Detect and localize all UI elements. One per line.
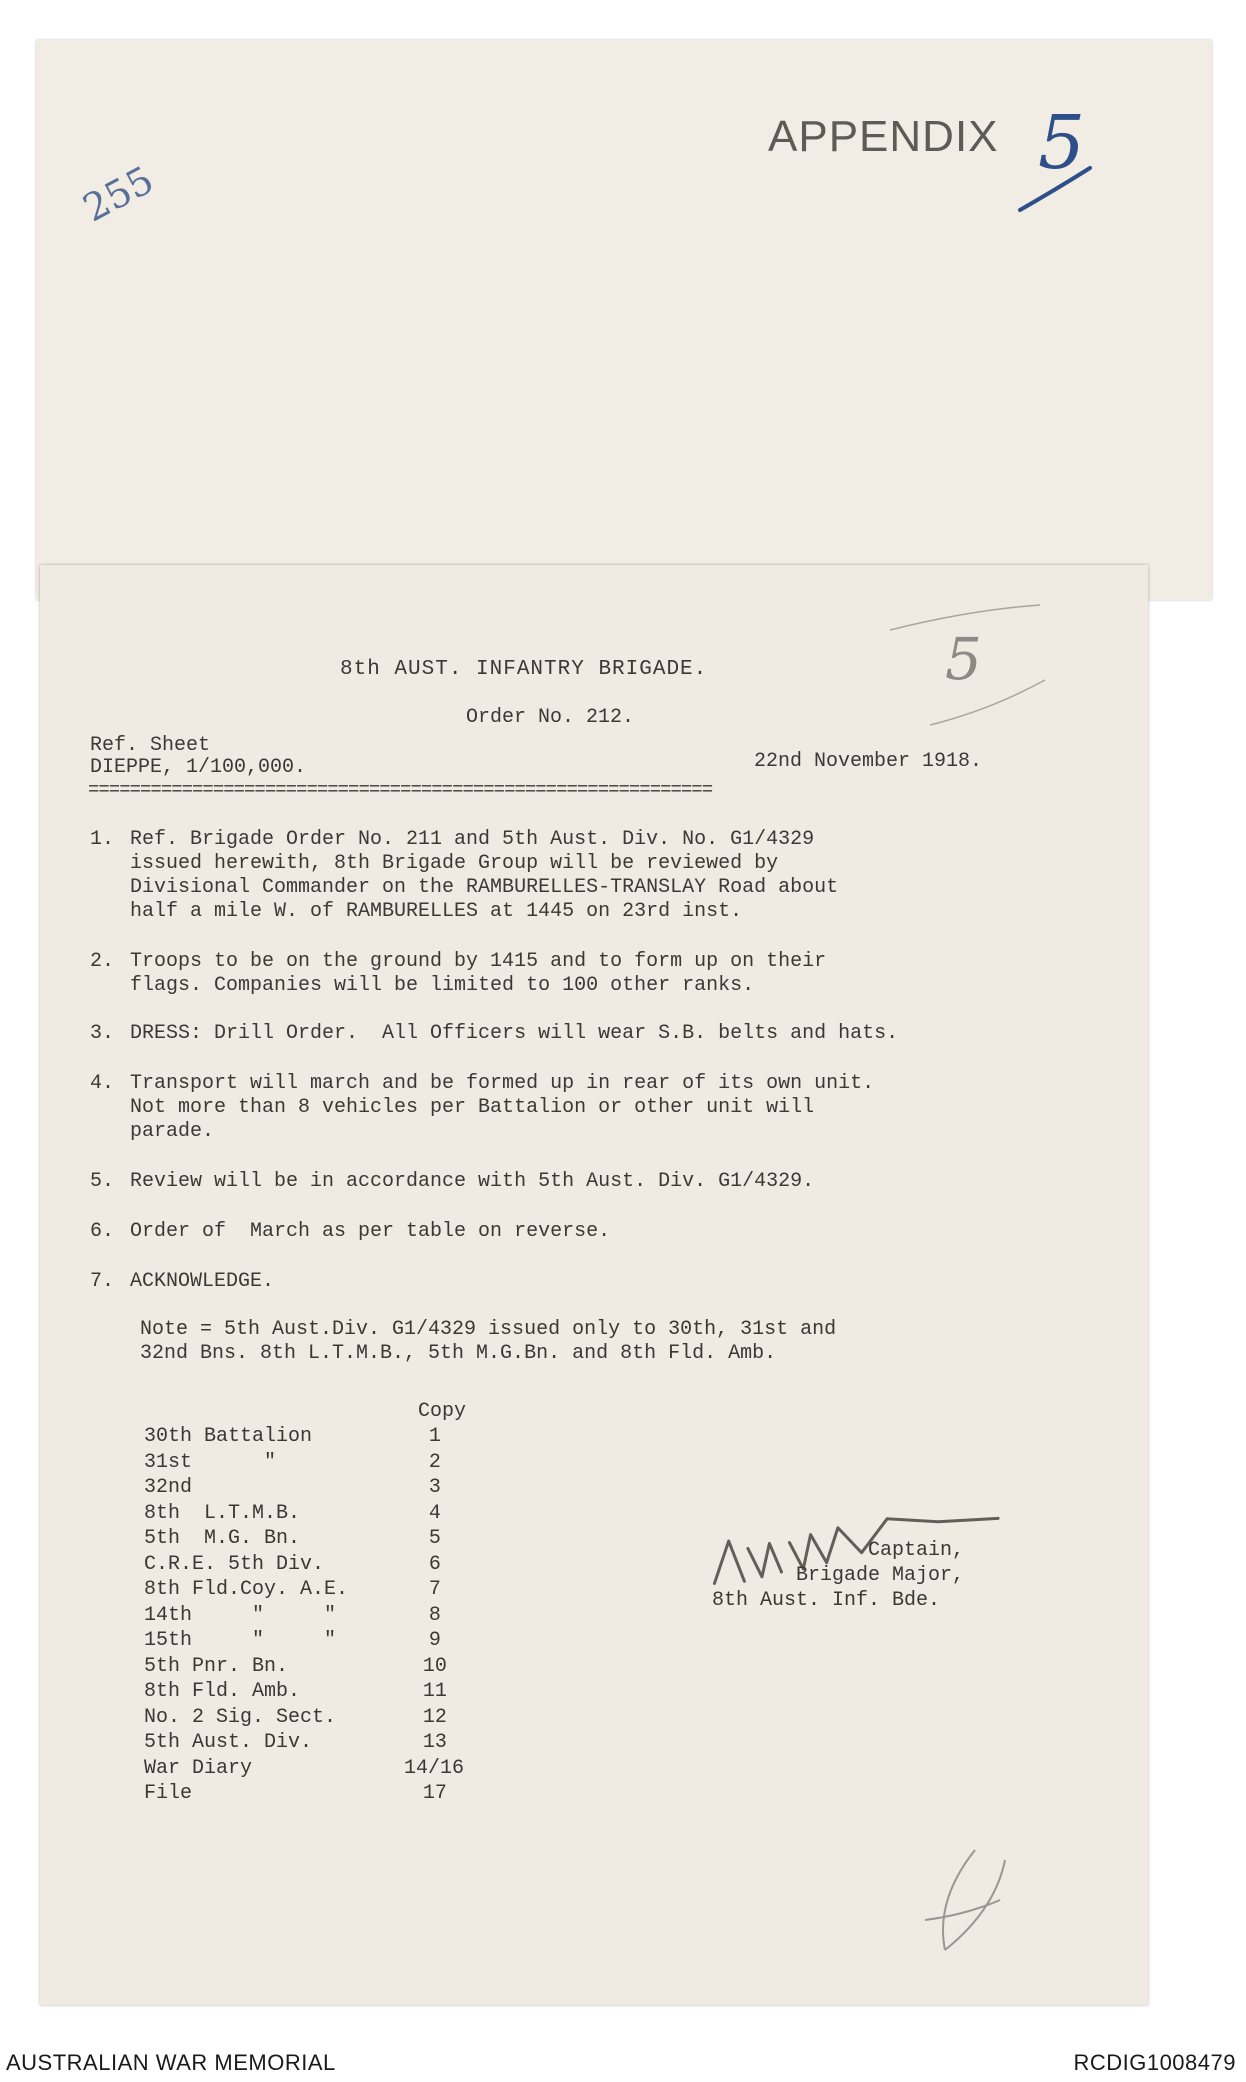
- signature-block: Captain, Brigade Major, 8th Aust. Inf. Bde.: [712, 1539, 965, 1612]
- copy-number: 9: [428, 1629, 441, 1652]
- distribution-row: [144, 1756, 464, 1782]
- paragraph-text: Ref. Brigade Order No. 211 and 5th Aust. Div. No. G1/4329 issued herewith, 8th Brigade Group will be reviewed by Divisional Commander on the RAMBURELLES-TRANSLAY Road about half a mile W. of RAMBURELLES at 1445 on 23rd inst.: [130, 828, 839, 923]
- unit-name: File: [144, 1782, 193, 1805]
- unit-name: No. 2 Sig. Sect.: [144, 1705, 337, 1729]
- unit-name: 32nd: [144, 1476, 193, 1499]
- unit-name: 5th M.G. Bn.: [144, 1527, 301, 1550]
- copy-column-heading: Copy: [418, 1400, 467, 1423]
- distribution-row: [144, 1730, 464, 1756]
- copy-number: 17: [422, 1782, 447, 1805]
- archive-footer: [0, 2040, 1246, 2082]
- paragraph-text: ACKNOWLEDGE.: [130, 1270, 275, 1293]
- distribution-row: [144, 1628, 464, 1654]
- distribution-row: [144, 1475, 464, 1501]
- paragraph-number: 5.: [90, 1170, 115, 1193]
- brigade-heading: 8th AUST. INFANTRY BRIGADE.: [340, 658, 708, 681]
- footer-record-id: RCDIG1008479: [1073, 2050, 1236, 2075]
- copy-number: 8: [428, 1603, 441, 1627]
- copy-number: 14/16: [404, 1756, 465, 1780]
- paragraph-3: [90, 1022, 1120, 1046]
- copy-number: 10: [422, 1654, 447, 1678]
- paragraph-number: 7.: [90, 1270, 115, 1293]
- distribution-row: [144, 1501, 464, 1527]
- order-date: 22nd November 1918.: [754, 750, 983, 773]
- paragraph-number: 2.: [90, 950, 115, 973]
- appendix-stamp: APPENDIX: [768, 112, 999, 161]
- distribution-row: [144, 1603, 464, 1629]
- unit-name: 31st ": [144, 1450, 277, 1474]
- distribution-row: [144, 1424, 464, 1450]
- order-number: Order No. 212.: [466, 706, 635, 729]
- paragraph-1: [90, 828, 1120, 924]
- distribution-row: [144, 1552, 464, 1578]
- paragraph-number: 6.: [90, 1220, 115, 1243]
- copy-number: 7: [428, 1578, 441, 1601]
- distribution-row: [144, 1781, 464, 1807]
- appendix-number-handwritten: 5: [1038, 100, 1086, 186]
- ref-sheet: Ref. Sheet: [90, 734, 211, 757]
- footer-institution: AUSTRALIAN WAR MEMORIAL: [6, 2050, 336, 2075]
- paragraph-number: 3.: [90, 1022, 115, 1045]
- paragraph-text: Troops to be on the ground by 1415 and to form up on their flags. Companies will be limited to 100 other ranks.: [130, 950, 827, 997]
- unit-name: 5th Aust. Div.: [144, 1731, 313, 1754]
- paragraph-4: [90, 1072, 1120, 1144]
- unit-name: 8th Fld.Coy. A.E.: [144, 1578, 349, 1601]
- distribution-row: [144, 1654, 464, 1680]
- distribution-row: [144, 1679, 464, 1705]
- distribution-note: Note = 5th Aust.Div. G1/4329 issued only to 30th, 31st and 32nd Bns. 8th L.T.M.B., 5th M.G.Bn. and 8th Fld. Amb.: [140, 1318, 837, 1365]
- blue-underline-stroke: [1015, 160, 1095, 220]
- double-rule: ============================================================: [88, 779, 713, 801]
- paragraph-text: Review will be in accordance with 5th Aust. Div. G1/4329.: [130, 1170, 815, 1193]
- unit-name: 14th " ": [144, 1603, 337, 1627]
- copy-number: 3: [428, 1476, 441, 1499]
- distribution-row: [144, 1705, 464, 1731]
- folio-number: 255: [75, 157, 161, 231]
- paragraph-5: [90, 1170, 1120, 1194]
- paragraph-text: Order of March as per table on reverse.: [130, 1220, 611, 1243]
- unit-name: 15th " ": [144, 1629, 337, 1652]
- distribution-row: [144, 1577, 464, 1603]
- distribution-list: [144, 1424, 464, 1807]
- paragraph-2: [90, 950, 1120, 998]
- paragraph-text: DRESS: Drill Order. All Officers will wear S.B. belts and hats.: [130, 1022, 899, 1045]
- pencil-number: 5: [945, 625, 982, 693]
- copy-number: 13: [422, 1731, 447, 1754]
- copy-number: 4: [428, 1501, 441, 1525]
- copy-number: 5: [428, 1527, 441, 1550]
- copy-number: 12: [422, 1705, 447, 1729]
- ref-place: DIEPPE, 1/100,000.: [90, 756, 307, 779]
- unit-name: C.R.E. 5th Div.: [144, 1552, 325, 1576]
- unit-name: 8th L.T.M.B.: [144, 1501, 301, 1525]
- copy-number: 2: [428, 1450, 441, 1474]
- back-sheet: [36, 40, 1212, 600]
- distribution-row: [144, 1450, 464, 1476]
- distribution-row: [144, 1526, 464, 1552]
- unit-name: War Diary: [144, 1756, 253, 1780]
- paragraph-number: 4.: [90, 1072, 115, 1095]
- paragraph-text: Transport will march and be formed up in rear of its own unit. Not more than 8 vehicles per Battalion or other unit will parade.: [130, 1072, 875, 1143]
- paragraph-6: [90, 1220, 1120, 1244]
- pencil-initial-mark: [905, 1840, 1025, 1970]
- copy-number: 11: [422, 1680, 447, 1703]
- paragraph-7: [90, 1270, 1120, 1294]
- copy-number: 6: [428, 1552, 441, 1576]
- copy-number: 1: [428, 1425, 441, 1448]
- paragraph-number: 1.: [90, 828, 115, 851]
- unit-name: 5th Pnr. Bn.: [144, 1654, 289, 1678]
- unit-name: 8th Fld. Amb.: [144, 1680, 301, 1703]
- unit-name: 30th Battalion: [144, 1425, 313, 1448]
